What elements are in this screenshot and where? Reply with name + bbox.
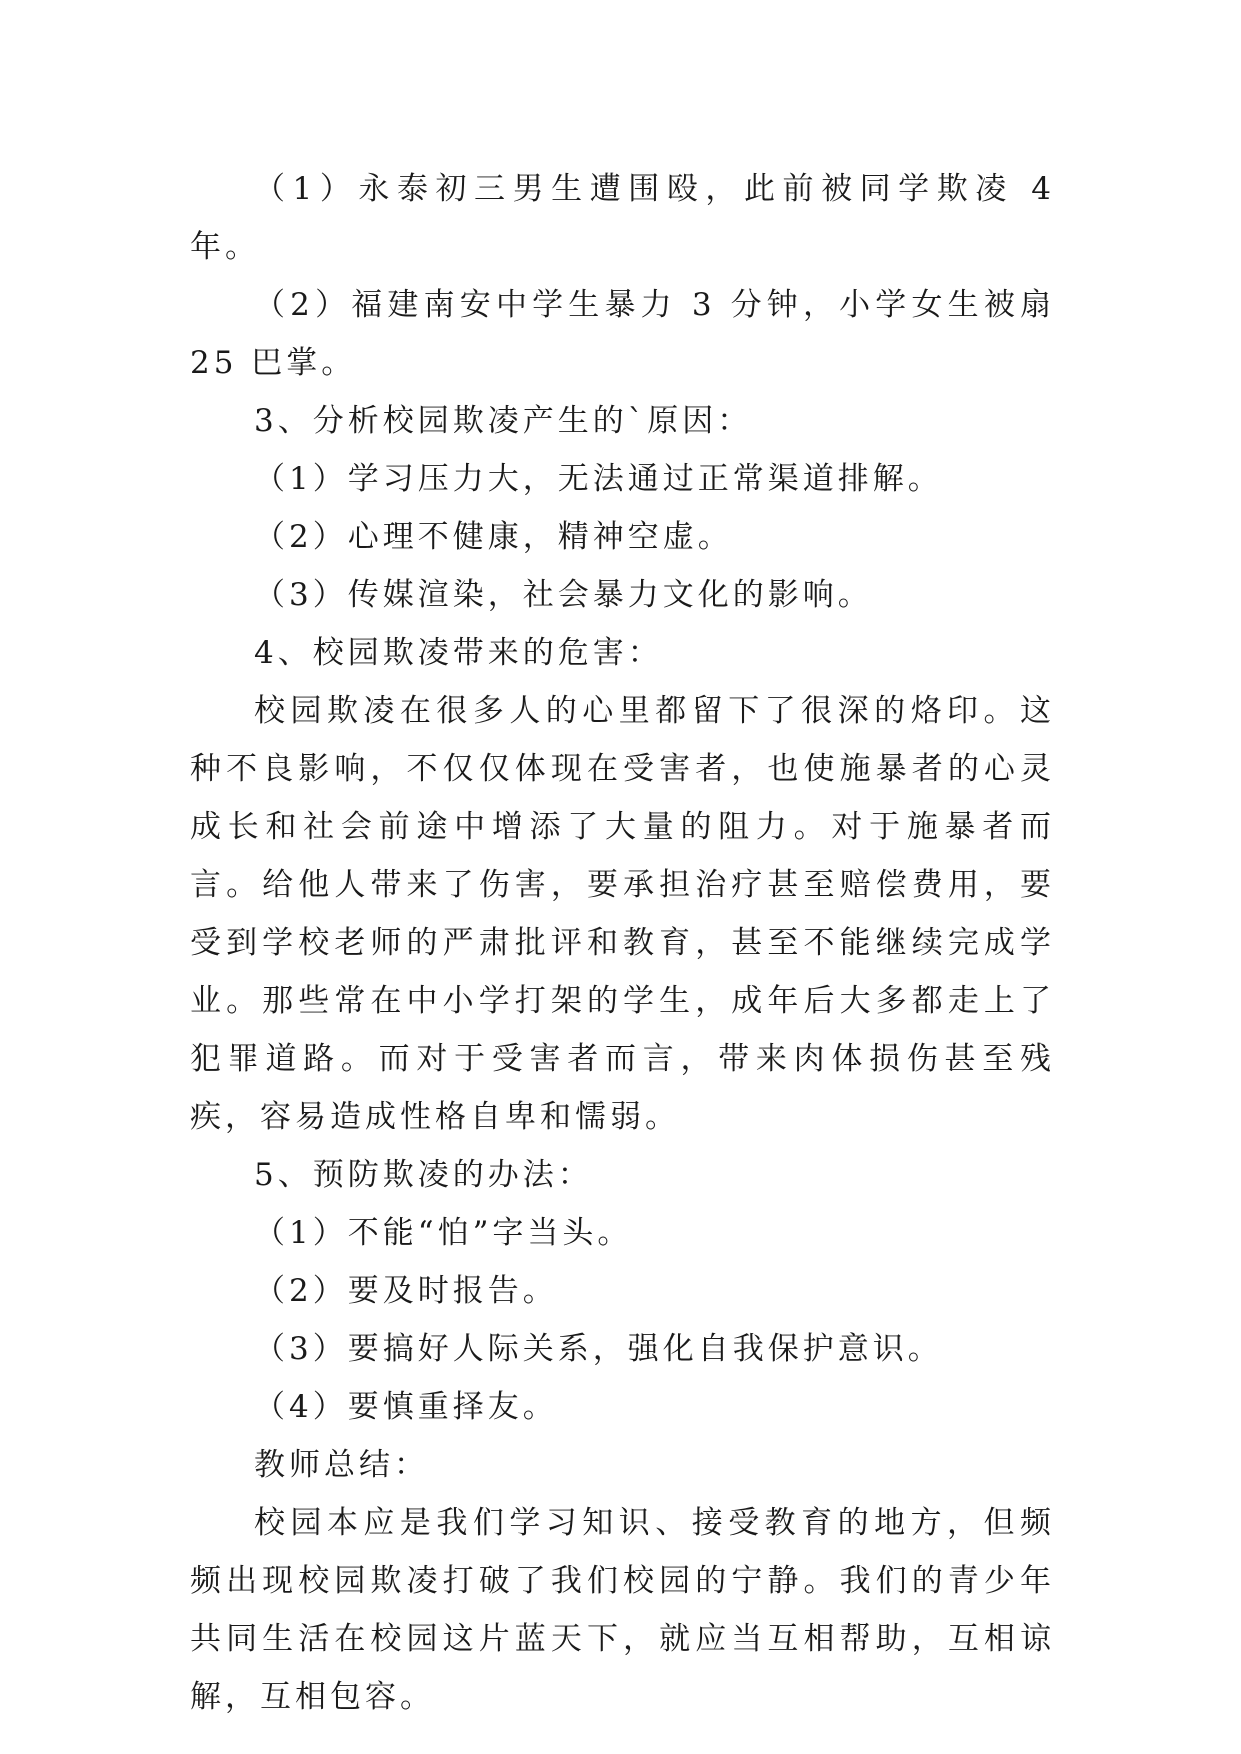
paragraph-prevention-3: （3）要搞好人际关系，强化自我保护意识。 — [254, 1331, 943, 1367]
paragraph-harm: 校园欺凌在很多人的心里都留下了很深的烙印。这种不良影响，不仅仅体现在受害者，也使施暴者的心灵成长和社会前途中增添了大量的阻力。对于施暴者而言。给他人带来了伤害，要承担治疗甚至赔偿费用，要受到学校老师的严肃批评和教育，甚至不能继续完成学业。那些常在中小学打架的学生，成年后大多都走上了犯罪道路。而对于受害者而言，带来肉体损伤甚至残疾，容易造成性格自卑和懦弱。 — [190, 693, 1055, 1135]
document-body — [190, 160, 1055, 1726]
paragraph-prevention-2: （2）要及时报告。 — [254, 1273, 558, 1309]
paragraph-cause-1: （1）学习压力大，无法通过正常渠道排解。 — [254, 461, 943, 497]
paragraph-cause-3: （3）传媒渲染，社会暴力文化的影响。 — [254, 577, 873, 613]
paragraph-teacher-summary: 校园本应是我们学习知识、接受教育的地方，但频频出现校园欺凌打破了我们校园的宁静。我们的青少年共同生活在校园这片蓝天下，就应当互相帮助，互相谅解，互相包容。 — [190, 1505, 1055, 1715]
paragraph-cause-2: （2）心理不健康，精神空虚。 — [254, 519, 733, 555]
heading-harm: 4、校园欺凌带来的危害： — [254, 635, 663, 671]
paragraph-case-2: （2）福建南安中学生暴力 3 分钟，小学女生被扇 25 巴掌。 — [190, 287, 1055, 381]
heading-prevention: 5、预防欺凌的办法： — [254, 1157, 593, 1193]
paragraph-case-1: （1）永泰初三男生遭围殴，此前被同学欺凌 4 年。 — [190, 171, 1055, 265]
heading-teacher-summary: 教师总结： — [254, 1447, 429, 1483]
paragraph-prevention-4: （4）要慎重择友。 — [254, 1389, 558, 1425]
heading-causes: 3、分析校园欺凌产生的`原因： — [254, 403, 753, 439]
paragraph-prevention-1: （1）不能“怕”字当头。 — [254, 1215, 633, 1251]
